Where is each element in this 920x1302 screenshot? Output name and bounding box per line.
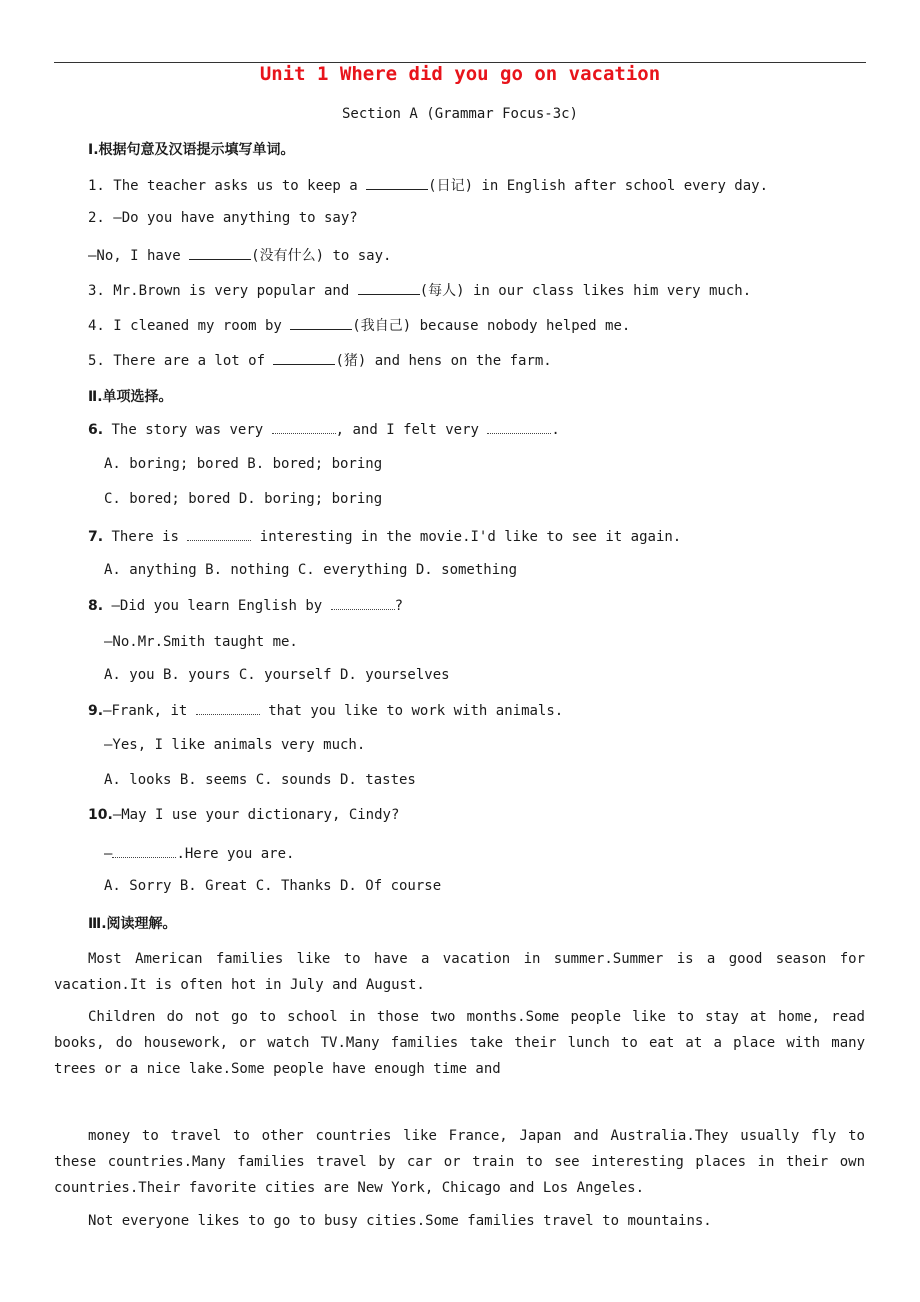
question-4-hint: (我自己) because nobody helped me. [352, 318, 631, 334]
answer-blank-3[interactable] [358, 282, 420, 295]
answer-blank-9[interactable] [196, 702, 260, 715]
question-9-text-a: —Frank, it [103, 703, 196, 719]
question-2-reply-text: —No, I have [88, 248, 190, 264]
question-1-hint: (日记) in English after school every day. [428, 178, 769, 194]
question-2-hint: (没有什么) to say. [251, 248, 392, 264]
question-4 [88, 315, 630, 335]
answer-blank-1[interactable] [366, 177, 428, 190]
answer-blank-4[interactable] [290, 317, 352, 330]
answer-blank-7[interactable] [187, 528, 251, 541]
question-2-reply [88, 245, 391, 265]
reading-paragraph-3-text: money to travel to other countries like France, Japan and Australia.They usually fly to these countries.Many families travel by car or train to see interesting places in their own countries.Their favorite cities are New York, Chicago and Los Angeles. [54, 1128, 865, 1196]
answer-blank-6a[interactable] [272, 421, 336, 434]
question-8-number: 8. [88, 598, 104, 614]
question-6-text-c: . [551, 422, 560, 438]
question-9-options: A. looks B. seems C. sounds D. tastes [104, 772, 416, 788]
question-6-text-a: The story was very [103, 422, 272, 438]
question-8-options: A. you B. yours C. yourself D. yourselves [104, 667, 450, 683]
question-9-number: 9. [88, 703, 104, 719]
question-8-reply: —No.Mr.Smith taught me. [104, 634, 298, 650]
question-4-text: 4. I cleaned my room by [88, 318, 291, 334]
question-7-text-b: interesting in the movie.I'd like to see it again. [251, 529, 682, 545]
question-2 [88, 210, 358, 226]
section3-heading: Ⅲ.阅读理解。 [88, 916, 177, 932]
reading-paragraph-4 [54, 1208, 865, 1234]
question-7-number: 7. [88, 529, 104, 545]
question-5 [88, 350, 552, 370]
question-9-reply: —Yes, I like animals very much. [104, 737, 366, 753]
question-10-reply [104, 845, 294, 862]
reading-paragraph-4-text: Not everyone likes to go to busy cities.Some families travel to mountains. [88, 1213, 712, 1229]
question-3-hint: (每人) in our class likes him very much. [419, 283, 752, 299]
section2-heading: Ⅱ.单项选择。 [88, 389, 173, 405]
question-10-options: A. Sorry B. Great C. Thanks D. Of course [104, 878, 442, 894]
question-6-number: 6. [88, 422, 104, 438]
question-3-text: 3. Mr.Brown is very popular and [88, 283, 358, 299]
question-5-hint: (猪) and hens on the farm. [335, 353, 552, 369]
question-6 [88, 421, 560, 438]
question-9-text-b: that you like to work with animals. [259, 703, 564, 719]
question-10-text: —May I use your dictionary, Cindy? [112, 807, 400, 823]
question-10-reply-dash: — [104, 846, 113, 862]
question-6-options-cd: C. bored; bored D. boring; boring [104, 491, 383, 507]
question-10-number: 10. [88, 807, 113, 823]
question-7 [88, 528, 681, 545]
question-6-options-ab: A. boring; bored B. bored; boring [104, 456, 383, 472]
section-subtitle: Section A (Grammar Focus-3c) [341, 106, 578, 122]
question-7-options: A. anything B. nothing C. everything D. something [104, 562, 518, 578]
question-8-text-b: ? [394, 598, 404, 614]
answer-blank-5[interactable] [273, 352, 335, 365]
answer-blank-8[interactable] [331, 597, 395, 610]
answer-blank-2[interactable] [189, 247, 251, 260]
question-1 [88, 175, 768, 195]
page-title: Unit 1 Where did you go on vacation [259, 63, 661, 85]
question-2-text: 2. —Do you have anything to say? [88, 210, 358, 226]
reading-paragraph-1 [54, 946, 865, 998]
reading-paragraph-1-text: Most American families like to have a vacation in summer.Summer is a good season for vacation.It is often hot in July and August. [54, 951, 865, 993]
question-10-reply-text: .Here you are. [176, 846, 295, 862]
answer-blank-6b[interactable] [487, 421, 551, 434]
question-8-text-a: —Did you learn English by [103, 598, 331, 614]
question-5-text: 5. There are a lot of [88, 353, 274, 369]
question-1-text: 1. The teacher asks us to keep a [88, 178, 367, 194]
answer-blank-10[interactable] [112, 845, 176, 858]
reading-paragraph-2-text: Children do not go to school in those two months.Some people like to stay at home, read books, do housework, or watch TV.Many families take their lunch to eat at a place with many trees or a nice lake.Some people have enough time and [54, 1009, 865, 1077]
question-10 [88, 807, 399, 823]
question-9 [88, 702, 563, 719]
reading-paragraph-3 [54, 1123, 865, 1201]
reading-paragraph-2 [54, 1004, 865, 1082]
section1-heading: Ⅰ.根据句意及汉语提示填写单词。 [88, 142, 295, 158]
question-8 [88, 597, 403, 614]
question-6-text-b: , and I felt very [335, 422, 488, 438]
question-7-text-a: There is [103, 529, 188, 545]
question-3 [88, 280, 751, 300]
